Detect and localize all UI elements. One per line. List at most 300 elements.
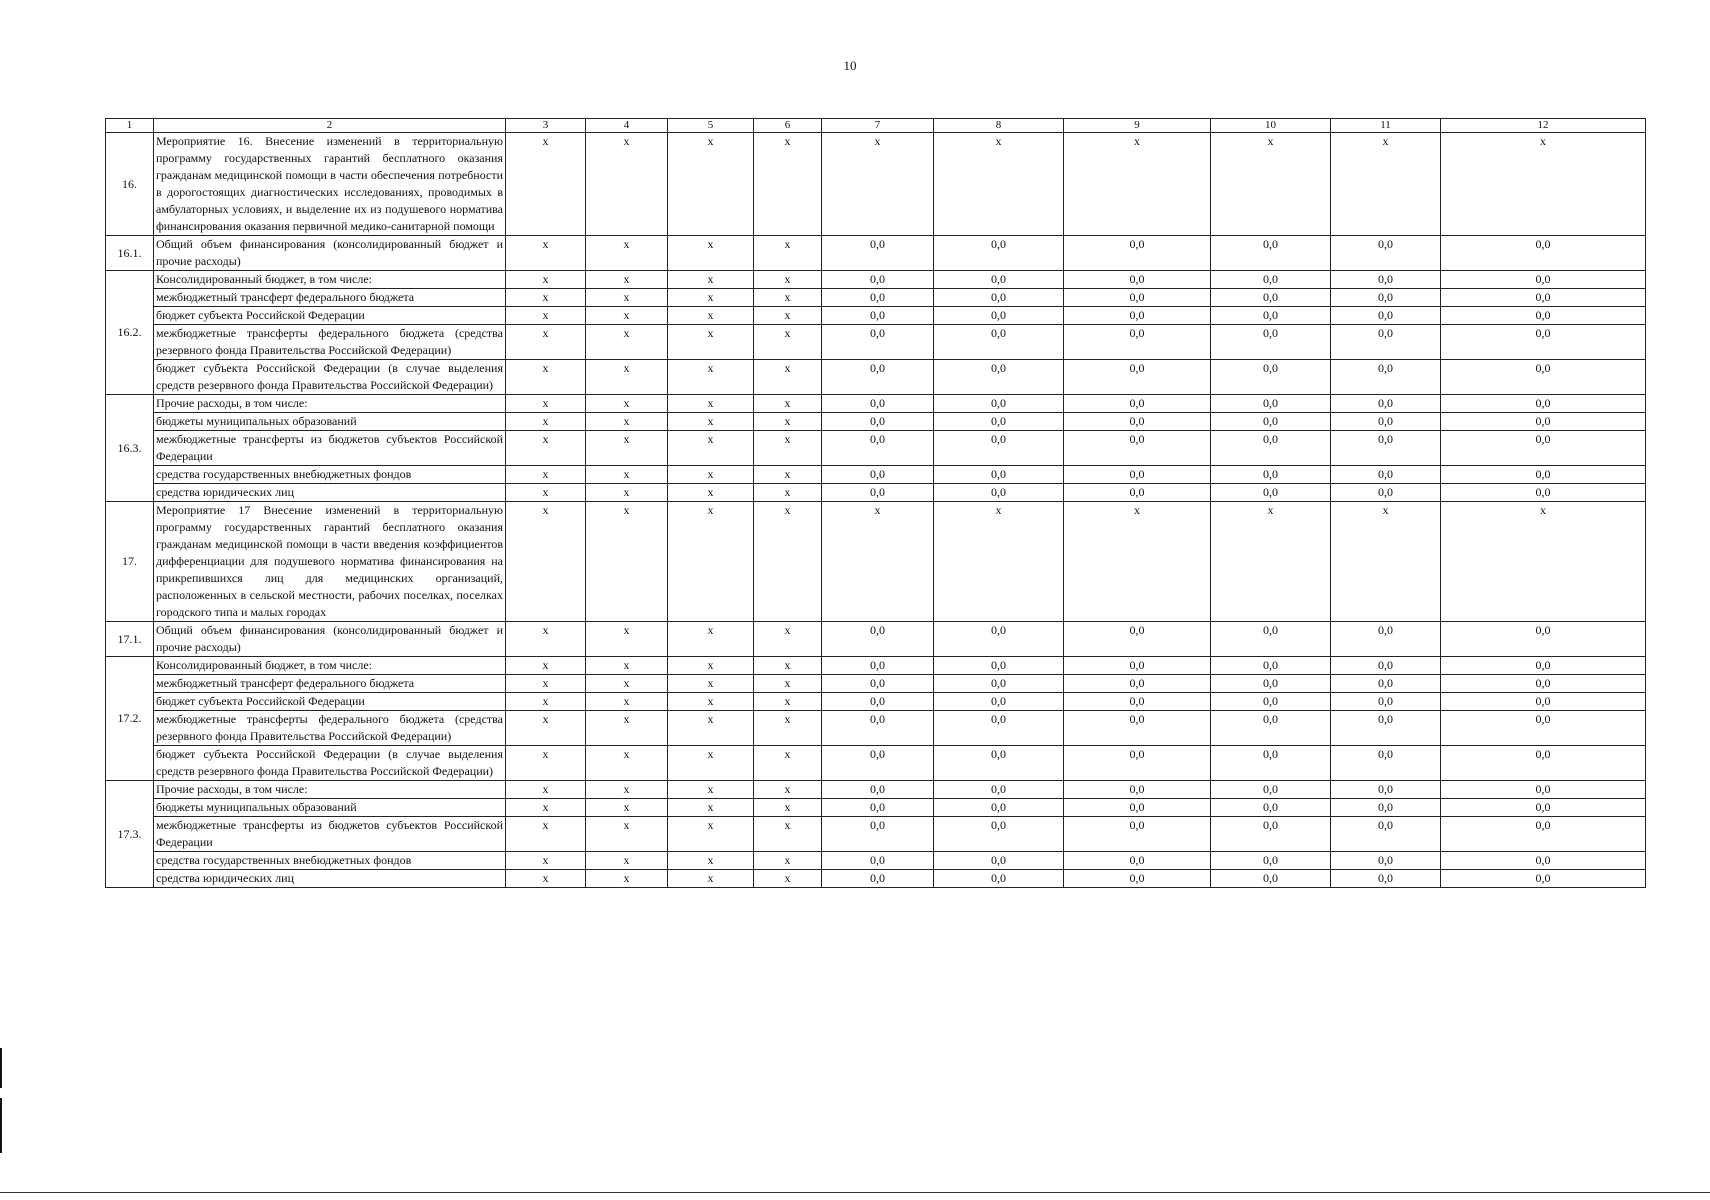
- table-row: [106, 484, 1646, 502]
- value-cell: x: [668, 711, 754, 746]
- row-label: Общий объем финансирования (консолидированный бюджет и прочие расходы): [154, 236, 506, 271]
- value-cell: x: [754, 711, 822, 746]
- value-cell: 0,0: [1331, 622, 1441, 657]
- value-cell: x: [668, 852, 754, 870]
- row-number: 17.3.: [106, 781, 154, 888]
- value-cell: 0,0: [1331, 657, 1441, 675]
- value-cell: 0,0: [1441, 657, 1646, 675]
- value-cell: x: [586, 307, 668, 325]
- column-header-10: 10: [1211, 119, 1331, 133]
- value-cell: x: [668, 133, 754, 236]
- value-cell: 0,0: [822, 431, 934, 466]
- value-cell: x: [934, 133, 1064, 236]
- value-cell: 0,0: [822, 360, 934, 395]
- scan-edge-line: [0, 1192, 1710, 1193]
- value-cell: 0,0: [1331, 693, 1441, 711]
- table-row: [106, 817, 1646, 852]
- row-label: бюджет субъекта Российской Федерации (в случае выделения средств резервного фонда Правительства Российской Федерации): [154, 746, 506, 781]
- column-header-4: 4: [586, 119, 668, 133]
- column-header-row: [106, 119, 1646, 133]
- value-cell: x: [754, 307, 822, 325]
- value-cell: x: [586, 799, 668, 817]
- value-cell: x: [668, 870, 754, 888]
- value-cell: 0,0: [1441, 675, 1646, 693]
- row-number: 16.3.: [106, 395, 154, 502]
- value-cell: x: [1331, 133, 1441, 236]
- value-cell: x: [668, 395, 754, 413]
- value-cell: 0,0: [1064, 746, 1211, 781]
- value-cell: x: [668, 307, 754, 325]
- value-cell: 0,0: [1064, 307, 1211, 325]
- value-cell: x: [754, 466, 822, 484]
- value-cell: 0,0: [822, 675, 934, 693]
- value-cell: x: [586, 657, 668, 675]
- value-cell: 0,0: [1211, 870, 1331, 888]
- value-cell: 0,0: [1441, 870, 1646, 888]
- value-cell: 0,0: [1441, 360, 1646, 395]
- column-header-7: 7: [822, 119, 934, 133]
- value-cell: x: [754, 852, 822, 870]
- value-cell: 0,0: [1441, 236, 1646, 271]
- value-cell: 0,0: [1064, 236, 1211, 271]
- value-cell: x: [506, 711, 586, 746]
- value-cell: 0,0: [934, 395, 1064, 413]
- value-cell: x: [754, 693, 822, 711]
- value-cell: 0,0: [1064, 360, 1211, 395]
- value-cell: x: [586, 431, 668, 466]
- row-label: бюджет субъекта Российской Федерации (в случае выделения средств резервного фонда Правительства Российской Федерации): [154, 360, 506, 395]
- value-cell: 0,0: [1064, 484, 1211, 502]
- value-cell: 0,0: [1211, 466, 1331, 484]
- value-cell: x: [506, 870, 586, 888]
- value-cell: 0,0: [1211, 817, 1331, 852]
- row-label: межбюджетные трансферты федерального бюджета (средства резервного фонда Правительства Российской Федерации): [154, 711, 506, 746]
- value-cell: x: [506, 622, 586, 657]
- value-cell: x: [506, 484, 586, 502]
- value-cell: 0,0: [1211, 657, 1331, 675]
- row-label: бюджеты муниципальных образований: [154, 413, 506, 431]
- table-row: [106, 413, 1646, 431]
- value-cell: 0,0: [822, 325, 934, 360]
- value-cell: 0,0: [822, 799, 934, 817]
- value-cell: x: [754, 395, 822, 413]
- value-cell: x: [586, 870, 668, 888]
- value-cell: 0,0: [1211, 622, 1331, 657]
- value-cell: x: [668, 746, 754, 781]
- value-cell: x: [754, 236, 822, 271]
- value-cell: 0,0: [1064, 870, 1211, 888]
- value-cell: 0,0: [934, 622, 1064, 657]
- row-number: 16.: [106, 133, 154, 236]
- value-cell: 0,0: [1441, 484, 1646, 502]
- value-cell: 0,0: [1331, 711, 1441, 746]
- value-cell: x: [586, 360, 668, 395]
- value-cell: x: [1211, 502, 1331, 622]
- value-cell: x: [754, 817, 822, 852]
- value-cell: x: [668, 236, 754, 271]
- value-cell: 0,0: [1331, 236, 1441, 271]
- value-cell: x: [586, 466, 668, 484]
- value-cell: 0,0: [822, 693, 934, 711]
- value-cell: 0,0: [1441, 431, 1646, 466]
- value-cell: x: [934, 502, 1064, 622]
- value-cell: x: [586, 133, 668, 236]
- value-cell: 0,0: [934, 852, 1064, 870]
- value-cell: x: [586, 502, 668, 622]
- value-cell: 0,0: [1211, 781, 1331, 799]
- value-cell: 0,0: [1211, 431, 1331, 466]
- value-cell: 0,0: [934, 307, 1064, 325]
- table-row: [106, 675, 1646, 693]
- value-cell: x: [506, 781, 586, 799]
- value-cell: x: [754, 133, 822, 236]
- value-cell: x: [506, 466, 586, 484]
- column-header-6: 6: [754, 119, 822, 133]
- value-cell: 0,0: [1211, 746, 1331, 781]
- value-cell: 0,0: [1441, 693, 1646, 711]
- scan-edge-mark: [0, 1048, 2, 1088]
- value-cell: 0,0: [1331, 431, 1441, 466]
- value-cell: 0,0: [822, 817, 934, 852]
- table-row: [106, 799, 1646, 817]
- value-cell: x: [1441, 133, 1646, 236]
- column-header-11: 11: [1331, 119, 1441, 133]
- row-label: средства юридических лиц: [154, 484, 506, 502]
- value-cell: x: [668, 360, 754, 395]
- value-cell: x: [668, 484, 754, 502]
- value-cell: x: [586, 484, 668, 502]
- value-cell: 0,0: [822, 484, 934, 502]
- value-cell: 0,0: [1331, 360, 1441, 395]
- value-cell: x: [506, 693, 586, 711]
- table-row: [106, 781, 1646, 799]
- value-cell: x: [754, 657, 822, 675]
- table-row: [106, 271, 1646, 289]
- financing-table: [105, 118, 1646, 888]
- row-label: средства государственных внебюджетных фондов: [154, 852, 506, 870]
- value-cell: 0,0: [1441, 852, 1646, 870]
- value-cell: x: [1211, 133, 1331, 236]
- value-cell: 0,0: [1441, 817, 1646, 852]
- value-cell: 0,0: [1331, 466, 1441, 484]
- row-label: межбюджетный трансферт федерального бюджета: [154, 675, 506, 693]
- value-cell: x: [754, 746, 822, 781]
- value-cell: x: [668, 693, 754, 711]
- value-cell: x: [506, 271, 586, 289]
- value-cell: 0,0: [1331, 746, 1441, 781]
- value-cell: 0,0: [1331, 289, 1441, 307]
- value-cell: 0,0: [934, 466, 1064, 484]
- value-cell: 0,0: [1064, 413, 1211, 431]
- value-cell: x: [754, 271, 822, 289]
- value-cell: 0,0: [1064, 711, 1211, 746]
- value-cell: 0,0: [1211, 799, 1331, 817]
- value-cell: 0,0: [1331, 395, 1441, 413]
- value-cell: x: [506, 431, 586, 466]
- value-cell: 0,0: [1064, 693, 1211, 711]
- value-cell: x: [1331, 502, 1441, 622]
- row-number: 16.1.: [106, 236, 154, 271]
- value-cell: 0,0: [1211, 325, 1331, 360]
- value-cell: x: [586, 236, 668, 271]
- value-cell: x: [586, 622, 668, 657]
- table-row: [106, 852, 1646, 870]
- value-cell: x: [754, 781, 822, 799]
- value-cell: x: [506, 817, 586, 852]
- value-cell: x: [668, 325, 754, 360]
- value-cell: 0,0: [934, 360, 1064, 395]
- value-cell: 0,0: [1441, 413, 1646, 431]
- table-row: [106, 307, 1646, 325]
- value-cell: x: [506, 413, 586, 431]
- value-cell: 0,0: [1211, 360, 1331, 395]
- value-cell: x: [506, 799, 586, 817]
- value-cell: 0,0: [1331, 852, 1441, 870]
- value-cell: 0,0: [822, 870, 934, 888]
- value-cell: 0,0: [1064, 817, 1211, 852]
- value-cell: 0,0: [1441, 622, 1646, 657]
- row-label: Мероприятие 17 Внесение изменений в территориальную программу государственных гарантий бесплатного оказания гражданам медицинской помощи в части введения коэффициентов дифференциации для подушевого норматива финансирования на прикрепившихся лиц для медицинских организаций, расположенных в сельской местности, рабочих поселках, поселках городского типа и малых городах: [154, 502, 506, 622]
- value-cell: 0,0: [1211, 693, 1331, 711]
- column-header-3: 3: [506, 119, 586, 133]
- value-cell: x: [668, 799, 754, 817]
- value-cell: 0,0: [1441, 746, 1646, 781]
- value-cell: x: [586, 395, 668, 413]
- value-cell: x: [506, 289, 586, 307]
- value-cell: 0,0: [1331, 307, 1441, 325]
- table-row: [106, 466, 1646, 484]
- value-cell: x: [754, 484, 822, 502]
- value-cell: x: [506, 746, 586, 781]
- value-cell: 0,0: [934, 431, 1064, 466]
- table-row: [106, 360, 1646, 395]
- value-cell: x: [506, 307, 586, 325]
- value-cell: 0,0: [934, 484, 1064, 502]
- value-cell: 0,0: [1441, 799, 1646, 817]
- column-header-8: 8: [934, 119, 1064, 133]
- value-cell: 0,0: [1064, 431, 1211, 466]
- value-cell: 0,0: [1211, 271, 1331, 289]
- value-cell: x: [586, 781, 668, 799]
- value-cell: x: [586, 271, 668, 289]
- value-cell: 0,0: [934, 711, 1064, 746]
- value-cell: 0,0: [1331, 817, 1441, 852]
- value-cell: x: [668, 413, 754, 431]
- value-cell: 0,0: [822, 271, 934, 289]
- row-label: средства государственных внебюджетных фондов: [154, 466, 506, 484]
- row-label: межбюджетные трансферты из бюджетов субъектов Российской Федерации: [154, 431, 506, 466]
- value-cell: 0,0: [934, 236, 1064, 271]
- page-number: 10: [843, 58, 857, 73]
- value-cell: x: [586, 325, 668, 360]
- column-header-2: 2: [154, 119, 506, 133]
- value-cell: x: [586, 413, 668, 431]
- value-cell: 0,0: [1064, 622, 1211, 657]
- value-cell: x: [506, 852, 586, 870]
- value-cell: 0,0: [1331, 484, 1441, 502]
- value-cell: 0,0: [1064, 657, 1211, 675]
- value-cell: x: [754, 325, 822, 360]
- value-cell: x: [754, 413, 822, 431]
- value-cell: x: [668, 622, 754, 657]
- table-row: [106, 622, 1646, 657]
- value-cell: x: [668, 431, 754, 466]
- value-cell: x: [754, 799, 822, 817]
- value-cell: 0,0: [934, 870, 1064, 888]
- value-cell: x: [506, 502, 586, 622]
- value-cell: 0,0: [822, 622, 934, 657]
- table-row: [106, 870, 1646, 888]
- column-header-5: 5: [668, 119, 754, 133]
- row-number: 17.2.: [106, 657, 154, 781]
- value-cell: x: [506, 395, 586, 413]
- value-cell: x: [586, 289, 668, 307]
- value-cell: x: [754, 431, 822, 466]
- value-cell: x: [586, 817, 668, 852]
- value-cell: 0,0: [1064, 325, 1211, 360]
- row-label: Консолидированный бюджет, в том числе:: [154, 657, 506, 675]
- value-cell: 0,0: [822, 413, 934, 431]
- row-label: межбюджетные трансферты федерального бюджета (средства резервного фонда Правительства Российской Федерации): [154, 325, 506, 360]
- value-cell: 0,0: [1064, 852, 1211, 870]
- row-number: 17.: [106, 502, 154, 622]
- value-cell: 0,0: [1064, 675, 1211, 693]
- value-cell: 0,0: [1441, 395, 1646, 413]
- value-cell: x: [668, 781, 754, 799]
- value-cell: x: [668, 466, 754, 484]
- value-cell: 0,0: [822, 711, 934, 746]
- row-label: бюджет субъекта Российской Федерации: [154, 307, 506, 325]
- value-cell: x: [1441, 502, 1646, 622]
- value-cell: 0,0: [934, 413, 1064, 431]
- value-cell: 0,0: [1441, 325, 1646, 360]
- table-row: [106, 236, 1646, 271]
- value-cell: x: [754, 289, 822, 307]
- value-cell: x: [586, 852, 668, 870]
- value-cell: 0,0: [1211, 484, 1331, 502]
- value-cell: 0,0: [934, 817, 1064, 852]
- value-cell: 0,0: [822, 236, 934, 271]
- value-cell: 0,0: [1064, 271, 1211, 289]
- value-cell: 0,0: [1064, 395, 1211, 413]
- value-cell: x: [668, 675, 754, 693]
- value-cell: 0,0: [1441, 271, 1646, 289]
- value-cell: x: [668, 502, 754, 622]
- row-label: бюджет субъекта Российской Федерации: [154, 693, 506, 711]
- row-label: Прочие расходы, в том числе:: [154, 395, 506, 413]
- value-cell: x: [586, 693, 668, 711]
- row-label: Общий объем финансирования (консолидированный бюджет и прочие расходы): [154, 622, 506, 657]
- value-cell: 0,0: [934, 781, 1064, 799]
- value-cell: 0,0: [934, 271, 1064, 289]
- value-cell: 0,0: [1331, 781, 1441, 799]
- value-cell: 0,0: [1211, 852, 1331, 870]
- scan-edge-mark: [0, 1098, 2, 1153]
- value-cell: 0,0: [1441, 711, 1646, 746]
- table-row: [106, 502, 1646, 622]
- table-row: [106, 711, 1646, 746]
- row-label: Консолидированный бюджет, в том числе:: [154, 271, 506, 289]
- value-cell: 0,0: [1331, 325, 1441, 360]
- value-cell: x: [668, 817, 754, 852]
- value-cell: 0,0: [934, 289, 1064, 307]
- value-cell: x: [506, 360, 586, 395]
- value-cell: x: [754, 360, 822, 395]
- value-cell: x: [506, 325, 586, 360]
- column-header-12: 12: [1441, 119, 1646, 133]
- table-row: [106, 746, 1646, 781]
- table-body: [106, 119, 1646, 888]
- value-cell: 0,0: [934, 746, 1064, 781]
- table-row: [106, 325, 1646, 360]
- value-cell: x: [822, 133, 934, 236]
- value-cell: x: [668, 289, 754, 307]
- row-label: Мероприятие 16. Внесение изменений в территориальную программу государственных гарантий бесплатного оказания гражданам медицинской помощи в части обеспечения потребности в дорогостоящих диагностических исследованиях, проводимых в амбулаторных условиях, и выделение их из подушевого норматива финансирования оказания первичной медико-санитарной помощи: [154, 133, 506, 236]
- financing-table-wrapper: [105, 118, 1645, 888]
- value-cell: 0,0: [822, 466, 934, 484]
- row-label: бюджеты муниципальных образований: [154, 799, 506, 817]
- value-cell: 0,0: [1211, 289, 1331, 307]
- value-cell: x: [668, 657, 754, 675]
- value-cell: 0,0: [934, 675, 1064, 693]
- table-row: [106, 693, 1646, 711]
- value-cell: x: [754, 502, 822, 622]
- value-cell: 0,0: [934, 325, 1064, 360]
- value-cell: 0,0: [1064, 289, 1211, 307]
- value-cell: x: [1064, 133, 1211, 236]
- row-number: 16.2.: [106, 271, 154, 395]
- value-cell: x: [506, 133, 586, 236]
- value-cell: x: [754, 675, 822, 693]
- column-header-9: 9: [1064, 119, 1211, 133]
- value-cell: 0,0: [1441, 289, 1646, 307]
- value-cell: 0,0: [1211, 236, 1331, 271]
- value-cell: 0,0: [934, 693, 1064, 711]
- value-cell: 0,0: [822, 289, 934, 307]
- value-cell: 0,0: [1441, 781, 1646, 799]
- value-cell: x: [754, 870, 822, 888]
- value-cell: x: [506, 657, 586, 675]
- value-cell: 0,0: [1441, 466, 1646, 484]
- value-cell: 0,0: [1211, 395, 1331, 413]
- value-cell: 0,0: [1064, 781, 1211, 799]
- value-cell: x: [1064, 502, 1211, 622]
- value-cell: 0,0: [934, 657, 1064, 675]
- value-cell: 0,0: [1331, 413, 1441, 431]
- value-cell: 0,0: [822, 781, 934, 799]
- value-cell: x: [506, 236, 586, 271]
- table-row: [106, 431, 1646, 466]
- table-row: [106, 289, 1646, 307]
- value-cell: 0,0: [1211, 413, 1331, 431]
- column-header-1: 1: [106, 119, 154, 133]
- table-row: [106, 395, 1646, 413]
- value-cell: 0,0: [822, 307, 934, 325]
- value-cell: x: [586, 711, 668, 746]
- table-row: [106, 133, 1646, 236]
- value-cell: 0,0: [822, 746, 934, 781]
- value-cell: 0,0: [1211, 675, 1331, 693]
- value-cell: 0,0: [1331, 799, 1441, 817]
- value-cell: 0,0: [1211, 307, 1331, 325]
- value-cell: x: [754, 622, 822, 657]
- row-label: межбюджетные трансферты из бюджетов субъектов Российской Федерации: [154, 817, 506, 852]
- value-cell: 0,0: [1211, 711, 1331, 746]
- value-cell: x: [668, 271, 754, 289]
- value-cell: x: [586, 746, 668, 781]
- value-cell: x: [586, 675, 668, 693]
- row-label: Прочие расходы, в том числе:: [154, 781, 506, 799]
